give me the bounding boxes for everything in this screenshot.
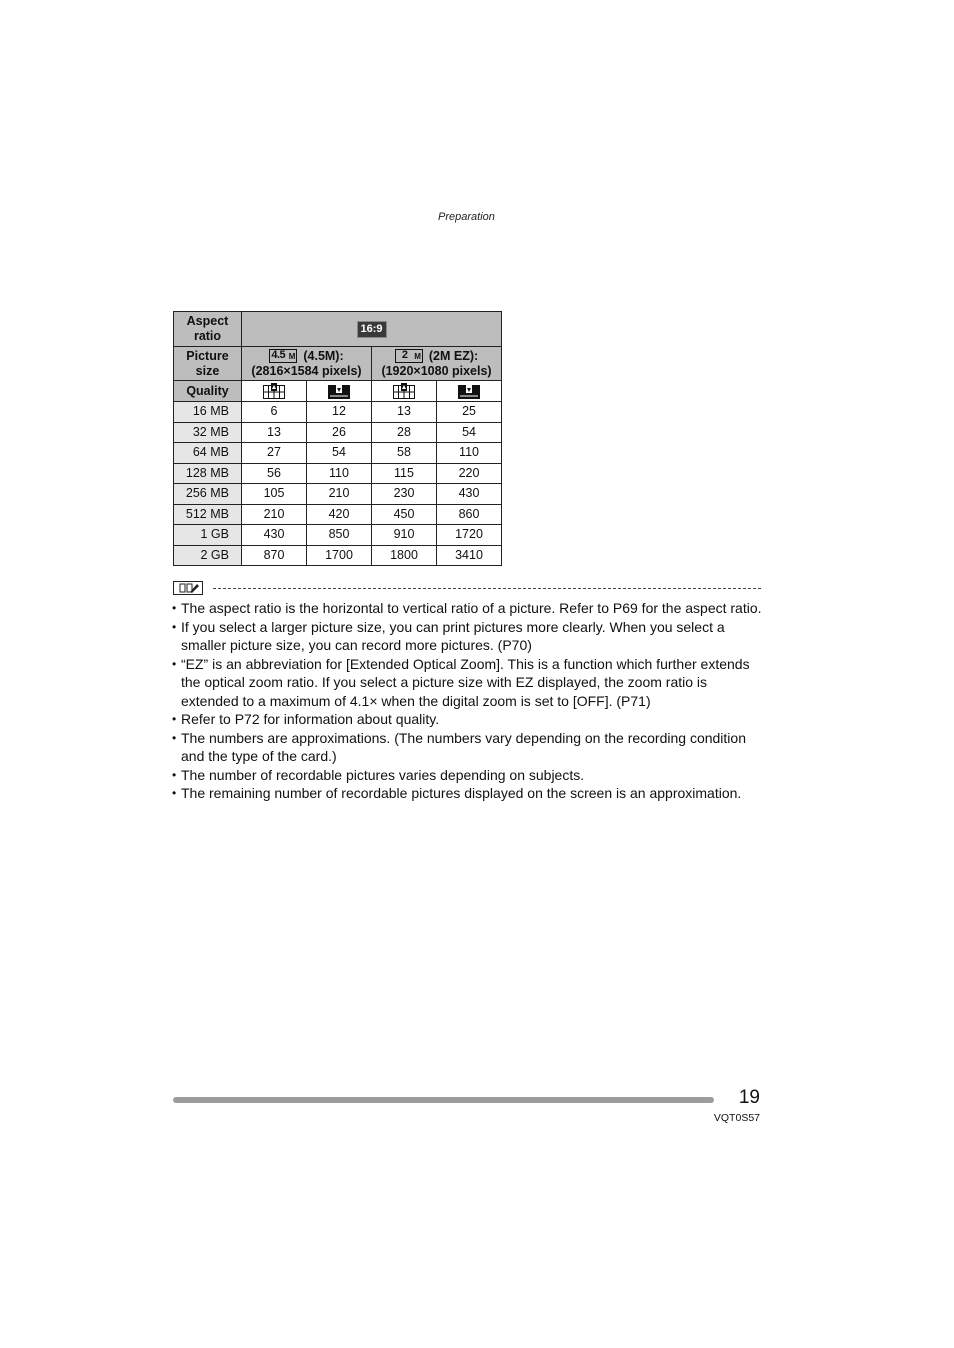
size-2m-icon: 2 M [395, 349, 423, 363]
memo-note-icon [173, 581, 203, 595]
quality-label: Quality [174, 381, 242, 402]
quality-cell [437, 381, 502, 402]
table-cell: 105 [242, 484, 307, 505]
table-cell: 54 [307, 443, 372, 464]
table-row [174, 443, 502, 464]
table-cell: 910 [372, 525, 437, 546]
page-number: 19 [738, 1087, 760, 1108]
section-label: Preparation [438, 211, 495, 223]
table-cell: 58 [372, 443, 437, 464]
table-cell: 430 [242, 525, 307, 546]
note-item: • The number of recordable pictures varies depending on subjects. [173, 766, 763, 785]
quality-cell [372, 381, 437, 402]
card-size: 2 GB [174, 545, 242, 566]
table-cell: 1720 [437, 525, 502, 546]
notes-divider [213, 588, 761, 589]
notes-list [173, 599, 763, 803]
card-size: 64 MB [174, 443, 242, 464]
quality-cell [242, 381, 307, 402]
table-cell: 1800 [372, 545, 437, 566]
table-cell: 110 [437, 443, 502, 464]
table-row [174, 402, 502, 423]
table-row [174, 484, 502, 505]
table-cell: 6 [242, 402, 307, 423]
quality-cell [307, 381, 372, 402]
fine-quality-icon [263, 383, 285, 399]
table-cell: 28 [372, 422, 437, 443]
fine-quality-icon [393, 383, 415, 399]
table-cell: 27 [242, 443, 307, 464]
table-row [174, 525, 502, 546]
table-cell: 860 [437, 504, 502, 525]
aspect-ratio-cell [242, 312, 502, 347]
table-cell: 3410 [437, 545, 502, 566]
card-size: 1 GB [174, 525, 242, 546]
table-cell: 450 [372, 504, 437, 525]
note-item: • The remaining number of recordable pictures displayed on the screen is an approximation. [173, 784, 763, 803]
card-size: 512 MB [174, 504, 242, 525]
table-cell: 110 [307, 463, 372, 484]
standard-quality-icon [328, 383, 350, 399]
card-size: 128 MB [174, 463, 242, 484]
recordable-pictures-table [173, 311, 502, 566]
note-item: • “EZ” is an abbreviation for [Extended Optical Zoom]. This is a function which further extends the optical zoom ratio. If you select a picture size with EZ displayed, the zoom ratio is extended to a maximum of 4.1× when the digital zoom is set to [OFF]. (P71) [173, 655, 763, 711]
table-cell: 1700 [307, 545, 372, 566]
table-cell: 220 [437, 463, 502, 484]
standard-quality-icon [458, 383, 480, 399]
table-cell: 870 [242, 545, 307, 566]
table-row [174, 545, 502, 566]
table-cell: 56 [242, 463, 307, 484]
notes-header [173, 581, 761, 597]
table-cell: 13 [242, 422, 307, 443]
picture-size-2m-ez: 2 M (2M EZ): (1920×1080 pixels) [372, 347, 502, 381]
table-cell: 115 [372, 463, 437, 484]
table-row [174, 504, 502, 525]
table-cell: 230 [372, 484, 437, 505]
table-cell: 850 [307, 525, 372, 546]
table-cell: 210 [242, 504, 307, 525]
note-item: • The aspect ratio is the horizontal to vertical ratio of a picture. Refer to P69 for the aspect ratio. [173, 599, 763, 618]
card-size: 16 MB [174, 402, 242, 423]
note-item: • If you select a larger picture size, you can print pictures more clearly. When you select a smaller picture size, you can record more pictures. (P70) [173, 618, 763, 655]
table-row [174, 422, 502, 443]
table-cell: 420 [307, 504, 372, 525]
card-size: 32 MB [174, 422, 242, 443]
size-4-5m-icon: 4.5 M [271, 349, 296, 362]
table-cell: 12 [307, 402, 372, 423]
table-cell: 13 [372, 402, 437, 423]
footer-bar [173, 1097, 714, 1103]
picture-size-label: Picture size [174, 347, 242, 381]
aspect-16-9-icon: 16:9 [357, 321, 387, 338]
card-size: 256 MB [174, 484, 242, 505]
table-cell: 25 [437, 402, 502, 423]
table-cell: 54 [437, 422, 502, 443]
table-cell: 210 [307, 484, 372, 505]
document-code: VQT0S57 [713, 1112, 760, 1124]
aspect-ratio-label: Aspect ratio [174, 312, 242, 347]
note-item: • Refer to P72 for information about quality. [173, 710, 763, 729]
note-item: • The numbers are approximations. (The numbers vary depending on the recording condition and the type of the card.) [173, 729, 763, 766]
table-row [174, 463, 502, 484]
table-cell: 430 [437, 484, 502, 505]
picture-size-4-5m: 4.5 M (4.5M): (2816×1584 pixels) [242, 347, 372, 381]
table-cell: 26 [307, 422, 372, 443]
